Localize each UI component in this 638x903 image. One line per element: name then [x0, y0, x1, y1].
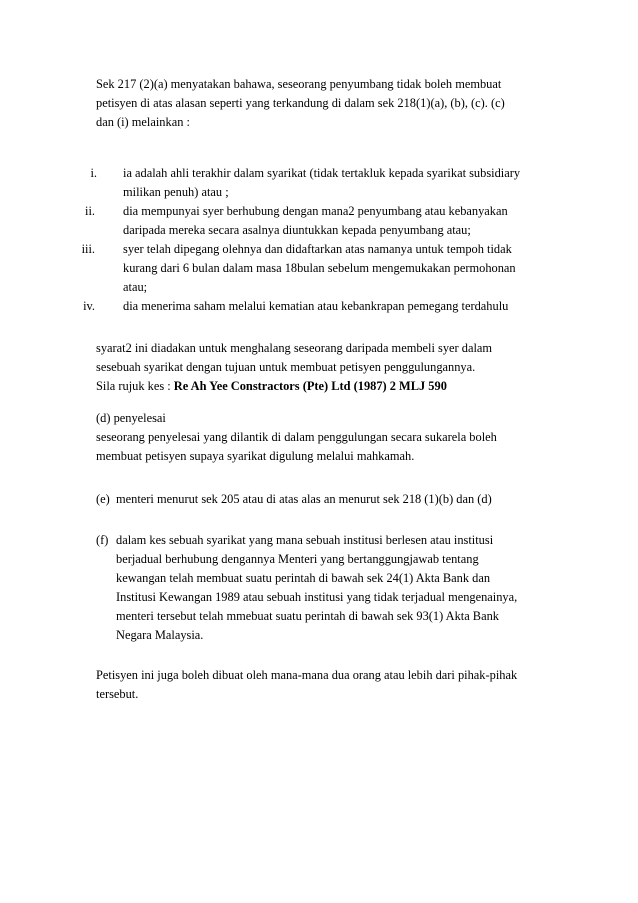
section-e-body	[116, 490, 556, 509]
closing-line: Petisyen ini juga boleh dibuat oleh mana-mana dua orang atau lebih dari pihak-pihak	[96, 668, 518, 682]
list-line: atau;	[123, 280, 148, 294]
list-line: ia adalah ahli terakhir dalam syarikat (tidak tertakluk kepada syarikat subsidiary	[123, 166, 521, 180]
section-d-title: penyelesai	[113, 411, 166, 425]
case-reference	[96, 377, 546, 396]
intro-line: petisyen di atas alasan seperti yang terkandung di dalam sek 218(1)(a), (b), (c). (c)	[96, 96, 505, 110]
purpose-line: sesebuah syarikat dengan tujuan untuk membuat petisyen penggulungannya.	[96, 360, 476, 374]
list-item-text	[123, 164, 563, 202]
intro-line: dan (i) melainkan :	[96, 115, 190, 129]
list-line: kurang dari 6 bulan dalam masa 18bulan sebelum mengemukakan permohonan	[123, 261, 516, 275]
section-d-label: (d)	[96, 411, 111, 425]
section-f-body	[116, 531, 556, 645]
list-numeral: iii.	[81, 242, 95, 256]
closing-paragraph	[96, 666, 546, 704]
case-reference-prefix: Sila rujuk kes :	[96, 379, 174, 393]
list-numeral: iv.	[83, 299, 95, 313]
intro-paragraph	[96, 75, 546, 132]
list-item-text	[123, 297, 563, 316]
purpose-paragraph	[96, 339, 546, 396]
purpose-line: syarat2 ini diadakan untuk menghalang seseorang daripada membeli syer dalam	[96, 341, 493, 355]
section-f-line: kewangan telah membuat suatu perintah di bawah sek 24(1) Akta Bank dan	[116, 571, 491, 585]
section-d-heading	[96, 409, 546, 428]
section-d	[96, 409, 546, 466]
intro-line: Sek 217 (2)(a) menyatakan bahawa, seseorang penyumbang tidak boleh membuat	[96, 77, 502, 91]
list-item-text	[123, 240, 563, 297]
section-f-line: menteri tersebut telah mmebuat suatu perintah di bawah sek 93(1) Akta Bank	[116, 609, 499, 623]
section-d-line: seseorang penyelesai yang dilantik di dalam penggulungan secara sukarela boleh	[96, 430, 497, 444]
section-f-line: Institusi Kewangan 1989 atau sebuah institusi yang tidak terjadual mengenainya,	[116, 590, 518, 604]
list-item-text	[123, 202, 563, 240]
list-line: daripada mereka secara asalnya diuntukkan kepada penyumbang atau;	[123, 223, 471, 237]
section-f-line: berjadual berhubung dengannya Menteri yang bertanggungjawab tentang	[116, 552, 479, 566]
list-line: dia menerima saham melalui kematian atau kebankrapan pemegang terdahulu	[123, 299, 509, 313]
list-line: milikan penuh) atau ;	[123, 185, 229, 199]
section-d-line: membuat petisyen supaya syarikat digulung melalui mahkamah.	[96, 449, 415, 463]
list-line: syer telah dipegang olehnya dan didaftarkan atas namanya untuk tempoh tidak	[123, 242, 512, 256]
case-citation: Re Ah Yee Constractors (Pte) Ltd (1987) 2 MLJ 590	[173, 379, 447, 393]
list-line: dia mempunyai syer berhubung dengan mana2 penyumbang atau kebanyakan	[123, 204, 508, 218]
list-numeral: i.	[90, 166, 97, 180]
section-e-label: (e)	[96, 492, 110, 506]
list-numeral: ii.	[85, 204, 95, 218]
section-f-line: dalam kes sebuah syarikat yang mana sebuah institusi berlesen atau institusi	[116, 533, 494, 547]
section-e-text: menteri menurut sek 205 atau di atas alas an menurut sek 218 (1)(b) dan (d)	[116, 492, 492, 506]
section-f-label: (f)	[96, 533, 109, 547]
section-f-line: Negara Malaysia.	[116, 628, 204, 642]
closing-line: tersebut.	[96, 687, 139, 701]
